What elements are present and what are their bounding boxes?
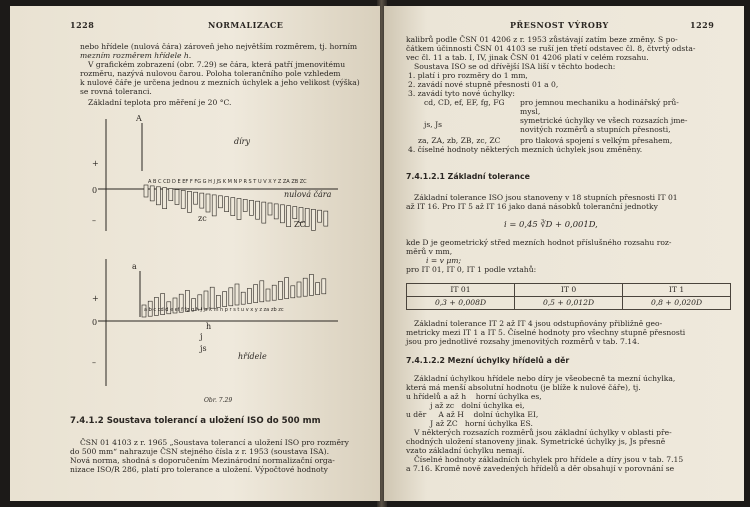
label-holes: díry [234,137,251,146]
right-page-number: 1229 [690,20,715,30]
deviations-line-6: J až ZC horní úchylka ES. [406,419,533,428]
hole-tolerance-bar [175,190,179,205]
hole-tolerance-bar [287,206,291,227]
deviation-codes-3: za, ZA, zb, ZB, zc, ZC [418,136,501,145]
deviation-codes-2: js, Js [424,120,443,129]
deviations-line-9: vzato základní úchylku nemají. [406,446,525,455]
hole-tolerance-bar [249,200,253,215]
deviation-desc-2a: symetrické úchylky ve všech rozsazích jme- [520,116,688,125]
hole-tolerance-bar [318,210,322,222]
shaft-tolerance-bar [229,288,233,306]
right-intro-1: kalibrů podle ČSN 01 4206 z r. 1953 zůstávají zatím beze změny. S po- [406,35,678,44]
left-section-line-1: ČSN 01 4103 z r. 1965 „Soustava tolerancí a uložení ISO pro rozměry [80,438,349,447]
basic-tolerance-line-2: až IT 16. Pro IT 5 až IT 16 jako daná násobků toleranční jednotky [406,202,658,211]
left-line-4: rozměru, nazývá nulovou čarou. Poloha tolerančního pole vzhledem [80,69,341,78]
deviations-line-5: u děr A až H dolní úchylka EI, [406,410,539,419]
label-zc-upper: zc [198,214,207,223]
hole-tolerance-bar [206,194,210,212]
label-ZC: ZC [294,220,306,229]
shaft-tolerance-bar [285,278,289,299]
table-row [407,297,731,310]
hole-letter-row: A B C CD D E EF F FG G H J JS K M N P R S T U V X Y Z ZA ZB ZC [148,179,307,185]
hole-tolerance-bar [324,211,328,226]
left-section-heading: 7.4.1.2 Soustava tolerancí a uložení ISO do 500 mm [70,416,321,426]
minus-sign-lower: – [92,358,96,367]
plus-sign-lower: + [92,294,99,303]
table-header-it0: IT 0 [515,284,623,297]
label-zero-line: nulová čára [284,190,332,199]
table-value-it01: 0,3 + 0,008D [407,297,515,310]
label-js: js [200,344,207,353]
hole-tolerance-bar [156,187,160,205]
left-line-7: Základní teplota pro měření je 20 °C. [88,98,232,107]
right-point-2: 2. zavádí nové stupně přesnosti 01 a 0, [408,80,559,89]
basic-tolerance-heading: 7.4.1.2.1 Základní tolerance [406,172,530,181]
hole-tolerance-bar [200,193,204,208]
right-point-1: 1. platí i pro rozměry do 1 mm, [408,71,528,80]
shaft-tolerance-bar [291,286,295,298]
left-running-head: NORMALIZACE [208,20,284,30]
shaft-tolerance-bar [266,289,270,301]
shaft-tolerance-bar [210,287,214,308]
hole-tolerance-bar [311,209,315,230]
table-row [407,284,731,297]
deviation-desc-1b: mysl, [520,107,541,116]
hole-tolerance-bar [293,207,297,219]
figure-caption: Obr. 7.29 [204,397,233,403]
hole-tolerance-bar [218,196,222,208]
tolerance-unit-formula: i = 0,45 ∛D + 0,001D, [504,219,598,229]
shaft-letter-row: a b c cd d e ef f fg g h j js k m n p r s t u v x y z za zb zc [144,307,284,313]
shaft-tolerance-bar [235,284,239,305]
after-table-line-1: Základní tolerance IT 2 až IT 4 jsou odstupňovány přibližně geo- [414,319,663,328]
right-point-3: 3. zavádí tyto nové úchylky: [408,89,515,98]
formula-explain-2: měrů v mm, [406,247,453,256]
deviation-desc-1a: pro jemnou mechaniku a hodinářský prů- [520,98,679,107]
shaft-tolerance-bar [297,282,301,297]
shaft-tolerance-bar [247,288,251,303]
shaft-tolerance-bar [260,281,264,302]
label-h: h [206,322,212,331]
deviations-line-8: chodných uložení stanoveny jinak. Symetrické úchylky js, Js přesně [406,437,666,446]
shaft-tolerance-bar [223,292,227,307]
hole-tolerance-bar [262,202,266,223]
table-value-it1: 0,8 + 0,020D [623,297,731,310]
plus-sign-upper: + [92,159,99,168]
after-table-line-2: metricky mezi IT 1 a IT 5. Číselné hodnoty pro všechny stupně přesnosti [406,328,686,337]
left-line-3: V grafickém zobrazení (obr. 7.29) se čára, která patří jmenovitému [88,60,346,69]
hole-tolerance-bar [268,203,272,215]
left-line-6: se rovná toleranci. [80,87,152,96]
right-intro-3: vec čl. 11 a tab. I, IV, jinak ČSN 01 4206 platí v celém rozsahu. [406,53,649,62]
left-section-line-2: do 500 mm“ nahrazuje ČSN stejného čísla z r. 1953 (soustava ISA). [70,447,330,456]
label-j: j [200,332,203,341]
hole-tolerance-bar [181,190,185,208]
it-intro-line: pro IT 01, IT 0, IT 1 podle vztahů: [406,265,537,274]
left-page-number: 1228 [70,20,95,30]
deviation-codes-1: cd, CD, ef, EF, fg, FG [424,98,505,107]
hole-tolerance-bar [212,195,216,216]
zero-sign-lower: 0 [92,318,98,327]
hole-tolerance-bar [144,185,148,197]
deviations-line-10: Číselné hodnoty základních úchylek pro hřídele a díry jsou v tab. 7.15 [414,455,684,464]
deviations-line-4: j až zc dolní úchylka ei, [406,401,525,410]
shaft-tolerance-bar [316,283,320,295]
hole-tolerance-bar [243,199,247,211]
right-page [384,6,744,501]
left-line-1: nebo hřídele (nulová čára) zároveň jeho největším rozměrem, tj. horním [80,42,358,51]
hole-tolerance-bar [187,191,191,212]
shaft-tolerance-bar [309,274,313,295]
shaft-tolerance-bar [254,285,258,303]
shaft-tolerance-bar [272,285,276,300]
shaft-tolerance-bar [322,279,326,294]
hole-tolerance-bar [305,208,309,226]
formula-unit: i = v μm; [426,256,462,265]
hole-tolerance-bar [163,188,167,209]
hole-tolerance-bar [169,189,173,201]
hole-tolerance-bar [280,205,284,223]
deviation-desc-2b: novitých rozměrů a stupních přesnosti, [520,125,671,134]
label-shafts: hřídele [238,352,267,361]
shaft-tolerance-bar [241,292,245,304]
left-section-line-4: nizace ISO/R 286, platí pro tolerance a uložení. Výpočtové hodnoty [70,465,328,474]
it-formula-table [406,283,731,310]
deviations-line-3: u hřídelů a až h horní úchylka es, [406,392,542,401]
hole-tolerance-bar [237,199,241,220]
hole-tolerance-bar [274,204,278,219]
zero-sign-upper: 0 [92,186,98,195]
deviations-line-1: Základní úchylkou hřídele nebo díry je všeobecně ta mezní úchylka, [414,374,676,383]
table-header-it01: IT 01 [407,284,515,297]
shaft-tolerance-bar [303,278,307,296]
deviation-desc-3a: pro tlaková spojení s velkým přesahem, [520,136,673,145]
left-line-2: mezním rozměrem hřídele h. [80,51,192,60]
hole-tolerance-bar [194,192,198,204]
left-section-line-3: Nová norma, shodná s doporučením Mezinárodní normalizační orga- [70,456,335,465]
basic-tolerance-line-1: Základní tolerance ISO jsou stanoveny v 18 stupních přesnosti IT 01 [414,193,678,202]
left-page [10,6,380,501]
table-value-it0: 0,5 + 0,012D [515,297,623,310]
after-table-line-3: jsou pro jednotlivé rozsahy jmenovitých rozměrů v tab. 7.14. [406,337,640,346]
hole-tolerance-bar [231,198,235,216]
deviations-line-7: V některých rozsazích rozměrů jsou základní úchylky v oblasti pře- [414,428,672,437]
formula-explain-1: kde D je geometrický střed mezních hodnot příslušného rozsahu roz- [406,238,672,247]
minus-sign-upper: – [92,216,96,225]
right-running-head: PŘESNOST VÝROBY [510,20,609,30]
hole-tolerance-bar [150,186,154,201]
left-line-5: k nulové čáře je určena jednou z mezních úchylek a jeho velikost (výška) [80,78,360,87]
hole-tolerance-bar [225,197,229,212]
deviations-line-11: a 7.16. Kromě nově zavedených hřídelů a děr obsahují v porovnání se [406,464,675,473]
right-intro-2: čátkem účinnosti ČSN 01 4103 se ruší jen třetí odstavec čl. 8, čtvrtý odsta- [406,44,696,53]
label-a: a [132,262,137,271]
limit-deviations-heading: 7.4.1.2.2 Mezní úchylky hřídelů a děr [406,356,570,365]
hole-tolerance-bar [256,201,260,219]
right-point-4: 4. číselné hodnoty některých mezních úchylek jsou změněny. [408,145,643,154]
shaft-tolerance-bar [278,281,282,299]
label-A: A [136,114,142,123]
shaft-tolerance-bar [216,295,220,307]
tolerance-diagram [88,111,348,403]
table-header-it1: IT 1 [623,284,731,297]
right-intro-4: Soustava ISO se od dřívější ISA liší v těchto bodech: [414,62,616,71]
deviations-line-2: která má menší absolutní hodnotu (je blíže k nulové čáře), tj. [406,383,641,392]
